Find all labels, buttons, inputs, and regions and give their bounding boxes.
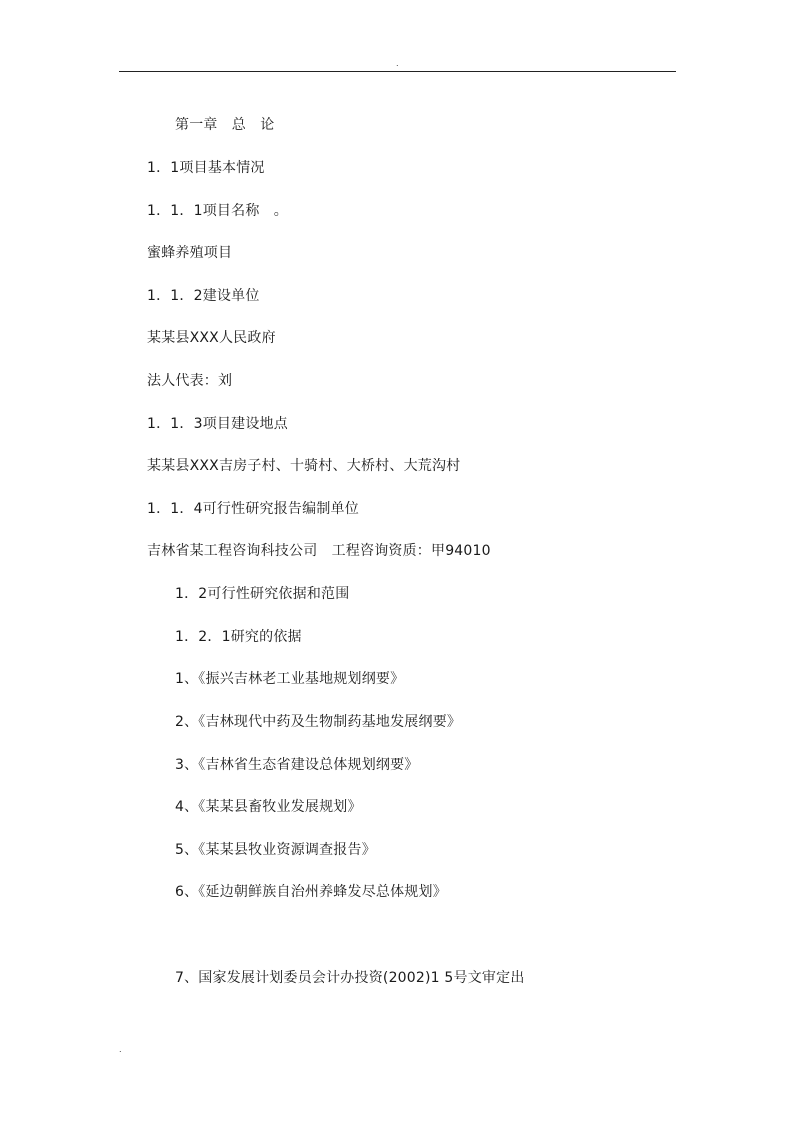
section-heading: 1．1项目基本情况 [147,160,265,176]
list-item: 6、《延边朝鲜族自治州养蜂发尽总体规划》 [175,884,447,900]
footer-mark: . [119,1045,122,1054]
list-item: 1、《振兴吉林老工业基地规划纲要》 [175,671,405,687]
subsection-heading: 1．1．2建设单位 [147,288,260,304]
body-text: 法人代表：刘 [147,373,233,389]
list-item: 5、《某某县牧业资源调查报告》 [175,842,376,858]
list-item: 4、《某某县畜牧业发展规划》 [175,799,362,815]
header-rule [119,71,676,72]
header-mark: . [396,59,399,68]
section-heading: 1．2可行性研究依据和范围 [175,586,350,602]
body-text: 蜜蜂养殖项目 [147,245,233,261]
list-item: 2、《吉林现代中药及生物制药基地发展纲要》 [175,714,462,730]
list-item: 3、《吉林省生态省建设总体规划纲要》 [175,757,419,773]
body-text: 吉林省某工程咨询科技公司 工程咨询资质：甲94010 [147,543,491,559]
subsection-heading: 1．2．1研究的依据 [175,629,302,645]
chapter-title: 第一章 总 论 [175,117,275,133]
list-item: 7、国家发展计划委员会计办投资(2002)1 5号文审定出 [175,970,525,986]
body-text: 某某县XXX人民政府 [147,330,276,346]
body-text: 某某县XXX吉房子村、十骑村、大桥村、大荒沟村 [147,458,461,474]
subsection-heading: 1．1．1项目名称 。 [147,203,288,219]
subsection-heading: 1．1．4可行性研究报告编制单位 [147,501,359,517]
subsection-heading: 1．1．3项目建设地点 [147,416,288,432]
